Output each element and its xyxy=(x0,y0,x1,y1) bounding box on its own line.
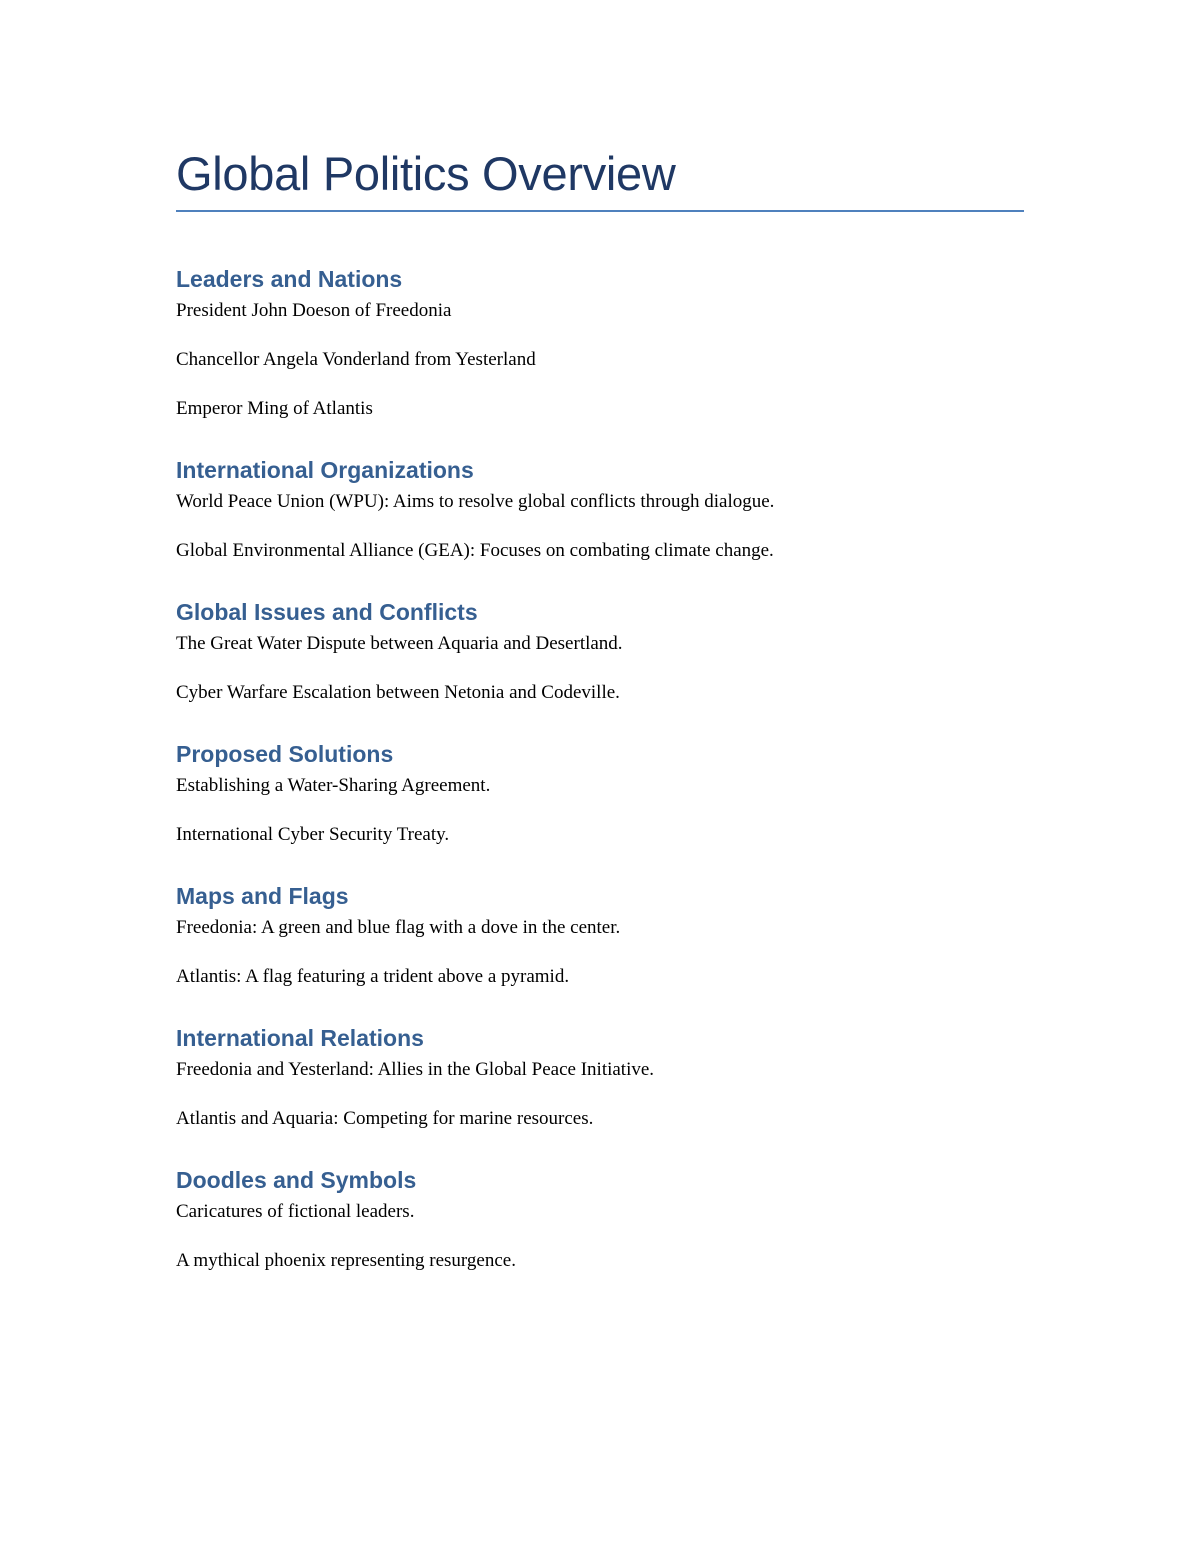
section-international-organizations xyxy=(176,455,1024,563)
section-global-issues-and-conflicts xyxy=(176,597,1024,705)
paragraph: Cyber Warfare Escalation between Netonia and Codeville. xyxy=(176,682,620,703)
paragraph: Caricatures of fictional leaders. xyxy=(176,1201,415,1222)
section-heading: Proposed Solutions xyxy=(176,741,394,767)
paragraph: Establishing a Water-Sharing Agreement. xyxy=(176,775,491,796)
section-international-relations xyxy=(176,1023,1024,1131)
section-heading: Maps and Flags xyxy=(176,883,349,909)
paragraph: The Great Water Dispute between Aquaria and Desertland. xyxy=(176,633,623,654)
paragraph: Chancellor Angela Vonderland from Yesterland xyxy=(176,349,536,370)
paragraph: Global Environmental Alliance (GEA): Focuses on combating climate change. xyxy=(176,540,774,561)
paragraph: International Cyber Security Treaty. xyxy=(176,824,450,845)
paragraph: Atlantis: A flag featuring a trident above a pyramid. xyxy=(176,966,570,987)
paragraph: A mythical phoenix representing resurgence. xyxy=(176,1250,516,1271)
section-heading: International Relations xyxy=(176,1025,424,1051)
title-underline-rule xyxy=(176,210,1024,212)
paragraph: President John Doeson of Freedonia xyxy=(176,300,452,321)
paragraph: Emperor Ming of Atlantis xyxy=(176,398,373,419)
document-page xyxy=(176,146,1024,1307)
section-heading: Global Issues and Conflicts xyxy=(176,599,478,625)
section-maps-and-flags xyxy=(176,881,1024,989)
document-title: Global Politics Overview xyxy=(176,147,676,200)
section-proposed-solutions xyxy=(176,739,1024,847)
section-leaders-and-nations xyxy=(176,264,1024,421)
paragraph: Freedonia and Yesterland: Allies in the Global Peace Initiative. xyxy=(176,1059,655,1080)
section-heading: Leaders and Nations xyxy=(176,266,403,292)
paragraph: World Peace Union (WPU): Aims to resolve global conflicts through dialogue. xyxy=(176,491,775,512)
section-heading: Doodles and Symbols xyxy=(176,1167,417,1193)
section-heading: International Organizations xyxy=(176,457,474,483)
section-doodles-and-symbols xyxy=(176,1165,1024,1273)
paragraph: Freedonia: A green and blue flag with a dove in the center. xyxy=(176,917,621,938)
paragraph: Atlantis and Aquaria: Competing for marine resources. xyxy=(176,1108,594,1129)
